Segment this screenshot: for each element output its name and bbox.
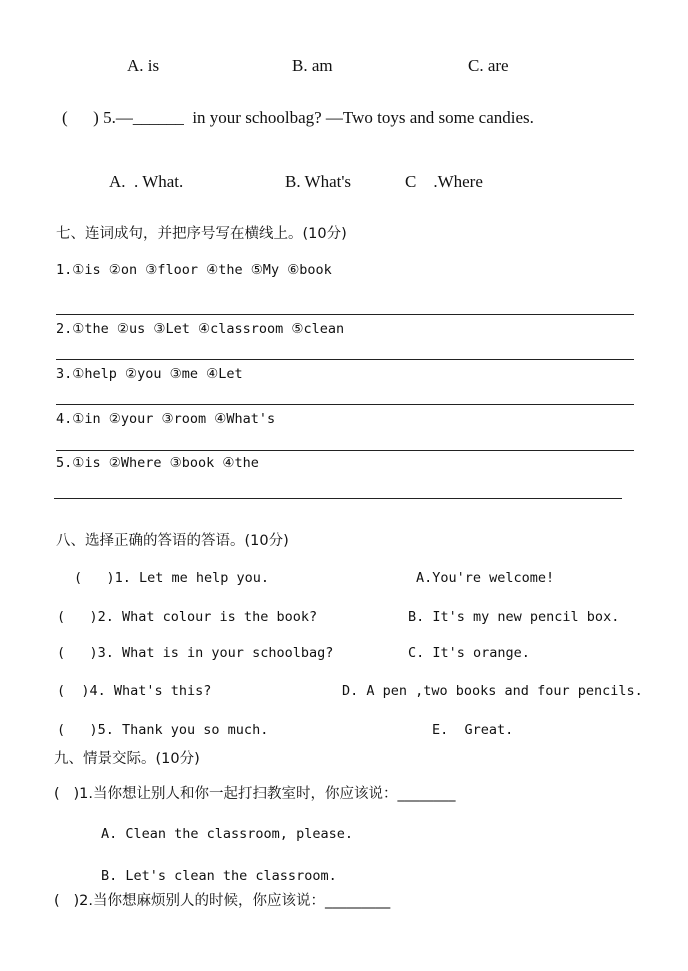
section7-item-5: 5.①is ②Where ③book ④the — [56, 455, 259, 471]
section9-question-1: ( )1.当你想让别人和你一起打扫教室时，你应该说：________ — [54, 786, 456, 802]
q5-option-b: B. What's — [285, 172, 352, 191]
section7-item-4: 4.①in ②your ③room ④What's — [56, 411, 276, 427]
section8-answer-e: E. Great. — [432, 722, 514, 738]
answer-line-2 — [56, 359, 634, 360]
section7-item-3: 3.①help ②you ③me ④Let — [56, 366, 243, 382]
section7-item-2: 2.①the ②us ③Let ④classroom ⑤clean — [56, 321, 345, 337]
section8-question-1: ( )1. Let me help you. — [74, 570, 270, 586]
q5-option-c: C .Where — [405, 172, 483, 191]
q4-option-a: A. is — [127, 56, 160, 75]
section8-answer-b: B. It's my new pencil box. — [408, 609, 620, 625]
section8-question-3: ( )3. What is in your schoolbag? — [57, 645, 334, 661]
q5-option-a: A. . What. — [109, 172, 184, 191]
section8-answer-d: D. A pen ,two books and four pencils. — [342, 683, 643, 699]
answer-line-3 — [56, 404, 634, 405]
section9-title: 九、情景交际。(10分) — [54, 751, 200, 767]
answer-line-5 — [54, 498, 622, 499]
section8-question-4: ( )4. What's this? — [57, 683, 212, 699]
section7-title: 七、连词成句，并把序号写在横线上。(10分) — [56, 226, 347, 242]
section7-item-1: 1.①is ②on ③floor ④the ⑤My ⑥book — [56, 262, 332, 278]
section9-q1-option-a: A. Clean the classroom, please. — [101, 826, 353, 842]
section8-question-5: ( )5. Thank you so much. — [57, 722, 269, 738]
answer-line-1 — [56, 314, 634, 315]
section9-q1-option-b: B. Let's clean the classroom. — [101, 868, 337, 884]
section8-answer-a: A.You're welcome! — [416, 570, 555, 586]
section9-question-2: ( )2.当你想麻烦别人的时候，你应该说：_________ — [54, 893, 391, 909]
answer-line-4 — [56, 450, 634, 451]
q5-question: ( ) 5.—______ in your schoolbag? —Two toys and some candies. — [62, 108, 534, 127]
q4-option-c: C. are — [468, 56, 509, 75]
section8-title: 八、选择正确的答语的答语。(10分) — [56, 533, 289, 549]
section8-question-2: ( )2. What colour is the book? — [57, 609, 318, 625]
q4-option-b: B. am — [292, 56, 333, 75]
section8-answer-c: C. It's orange. — [408, 645, 530, 661]
